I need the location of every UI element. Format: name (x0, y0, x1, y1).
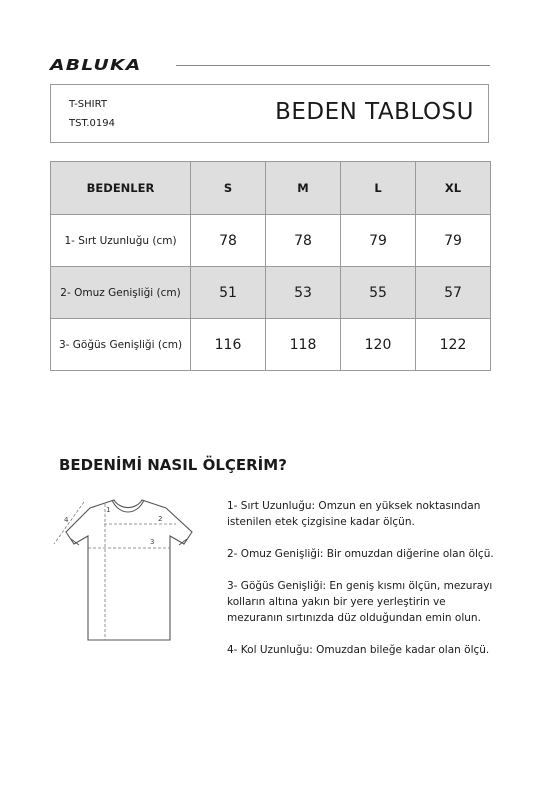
table-cell: 116 (191, 319, 266, 371)
table-cell: 57 (416, 267, 491, 319)
table-row (51, 215, 491, 267)
header-divider (176, 65, 490, 66)
instruction-back-length: 1- Sırt Uzunluğu: Omzun en yüksek noktasından istenilen etek çizgisine kadar ölçün. (227, 500, 481, 528)
table-cell: 55 (341, 267, 416, 319)
table-cell: 79 (416, 215, 491, 267)
diagram-label-1: 1 (106, 506, 111, 514)
size-header-l: L (341, 162, 416, 215)
size-table (50, 161, 491, 371)
page-title: BEDEN TABLOSU (275, 99, 474, 125)
size-header-xl: XL (416, 162, 491, 215)
row-label: 1- Sırt Uzunluğu (cm) (51, 215, 191, 267)
table-cell: 53 (266, 267, 341, 319)
brand-logo: ABLUKA (50, 56, 142, 74)
table-cell: 51 (191, 267, 266, 319)
size-table-header-row (51, 162, 491, 215)
table-cell: 122 (416, 319, 491, 371)
instruction-sleeve-length: 4- Kol Uzunluğu: Omuzdan bileğe kadar olan ölçü. (227, 644, 490, 656)
table-cell: 78 (191, 215, 266, 267)
instruction-shoulder-width: 2- Omuz Genişliği: Bir omuzdan diğerine olan ölçü. (227, 548, 494, 560)
row-label: 3- Göğüs Genişliği (cm) (51, 319, 191, 371)
diagram-label-3: 3 (150, 538, 155, 546)
title-box (50, 84, 489, 143)
table-cell: 78 (266, 215, 341, 267)
table-row (51, 319, 491, 371)
guide-title: BEDENİMİ NASIL ÖLÇERİM? (59, 456, 287, 474)
tshirt-outline (66, 500, 192, 640)
diagram-label-4: 4 (64, 516, 69, 524)
table-cell: 118 (266, 319, 341, 371)
table-cell: 79 (341, 215, 416, 267)
diagram-label-2: 2 (158, 515, 163, 523)
model-type: T-SHIRT (69, 99, 107, 110)
size-header-s: S (191, 162, 266, 215)
instructions (227, 498, 497, 674)
size-header-m: M (266, 162, 341, 215)
table-cell: 120 (341, 319, 416, 371)
model-code: TST.0194 (69, 118, 116, 129)
table-row (51, 267, 491, 319)
corner-header: BEDENLER (51, 162, 191, 215)
instruction-chest-width: 3- Göğüs Genişliği: En geniş kısmı ölçün, mezurayı kolların altına yakın bir yere yerleştirin ve mezuranın sırtınızda düz olduğundan emin olun. (227, 580, 493, 624)
row-label: 2- Omuz Genişliği (cm) (51, 267, 191, 319)
tshirt-diagram (44, 488, 204, 648)
